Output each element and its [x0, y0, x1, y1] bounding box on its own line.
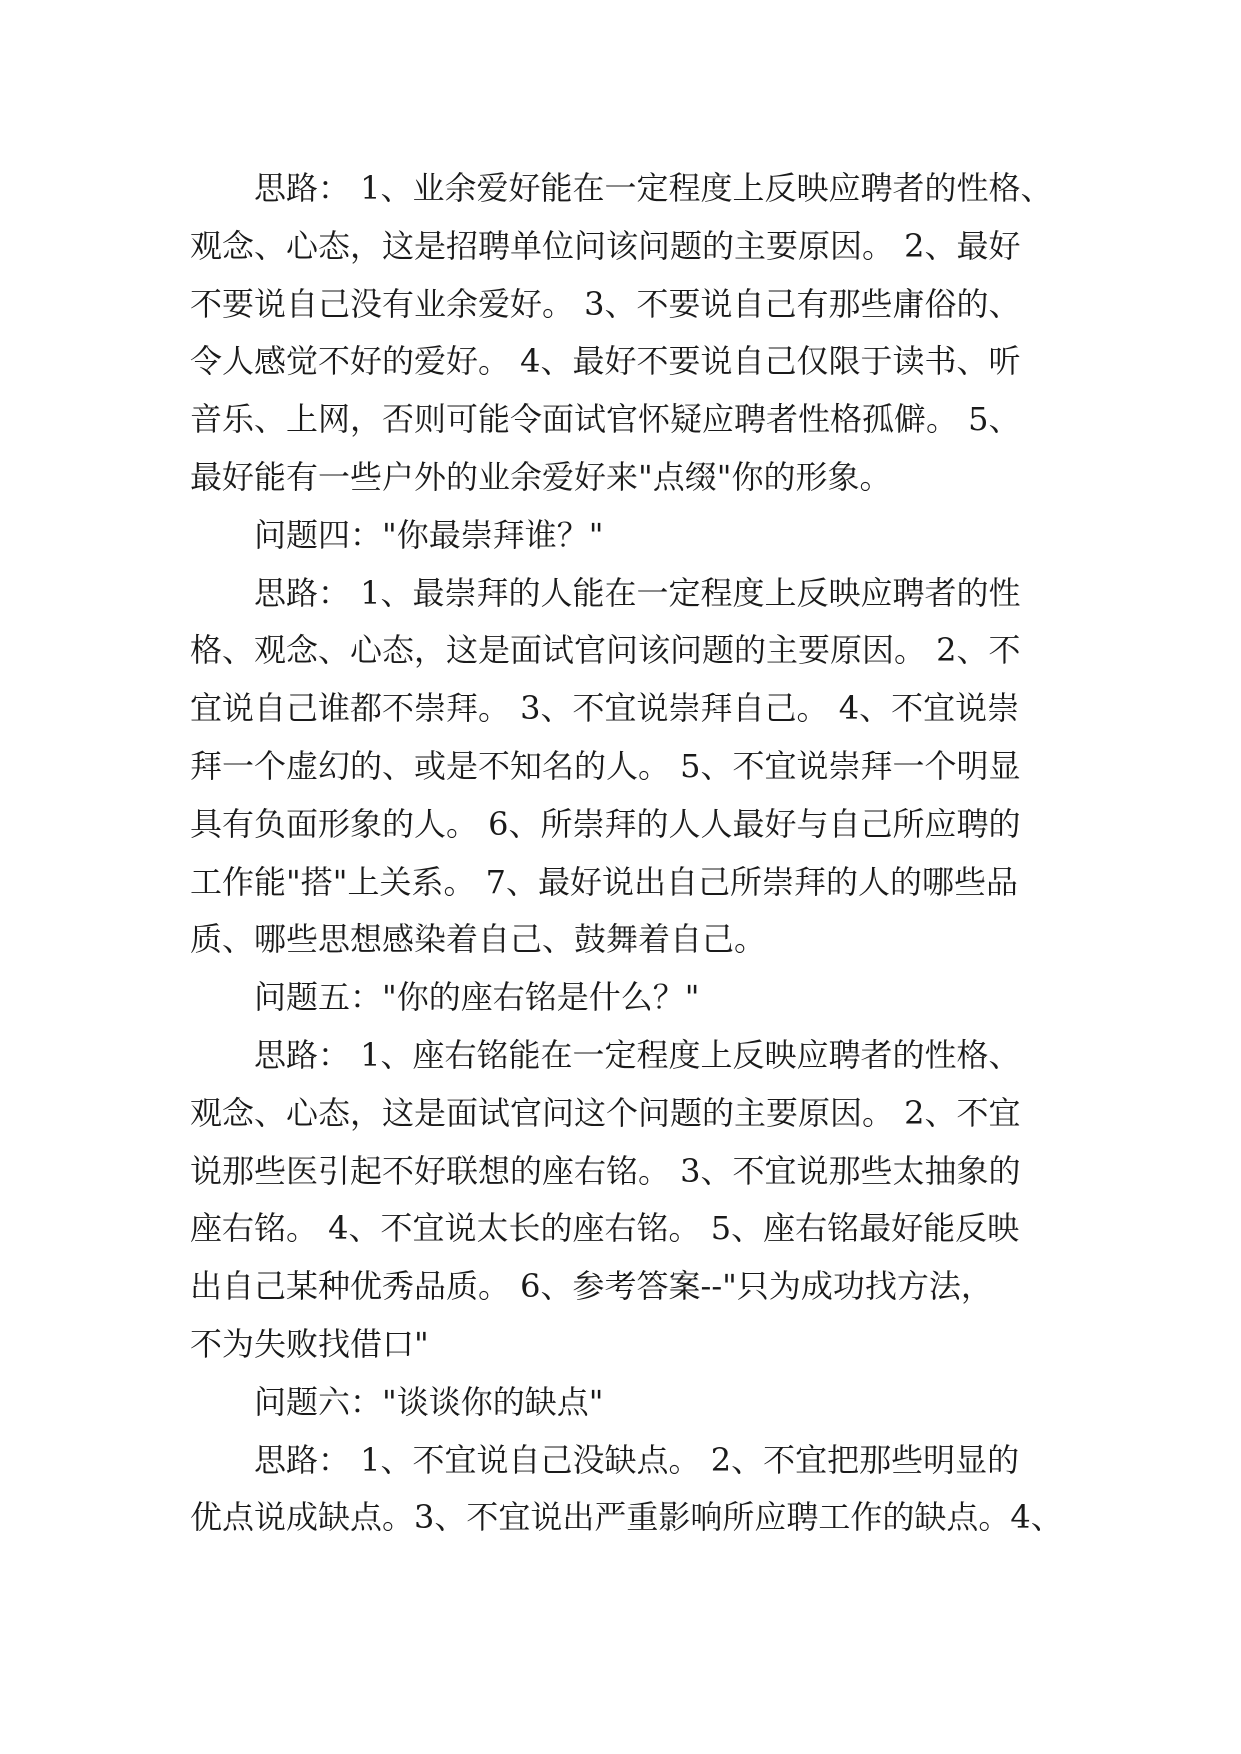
text-line: 思路： 1、座右铭能在一定程度上反映应聘者的性格、 [254, 1035, 1021, 1074]
text-line: 质、哪些思想感染着自己、鼓舞着自己。 [190, 920, 767, 959]
text-line: 思路： 1、业余爱好能在一定程度上反映应聘者的性格、 [254, 169, 1053, 207]
text-line: 优点说成缺点。3、不宜说出严重影响所应聘工作的缺点。4、 [190, 1498, 1063, 1537]
text-line: 出自己某种优秀品质。 6、参考答案--"只为成功找方法， [190, 1267, 993, 1306]
text-line: 具有负面形象的人。 6、所崇拜的人人最好与自己所应聘的 [190, 804, 1021, 843]
text-line: 拜一个虚幻的、或是不知名的人。 5、不宜说崇拜一个明显 [190, 746, 1021, 785]
text-line: 不为失败找借口" [190, 1324, 429, 1363]
text-line: 宜说自己谁都不崇拜。 3、不宜说崇拜自己。 4、不宜说崇 [190, 689, 1020, 728]
text-line: 令人感觉不好的爱好。 4、最好不要说自己仅限于读书、听 [190, 342, 1021, 381]
question-heading: 问题五："你的座右铭是什么？" [254, 978, 700, 1017]
text-line: 工作能"搭"上关系。 7、最好说出自己所崇拜的人的哪些品 [190, 862, 1018, 901]
text-line: 座右铭。 4、不宜说太长的座右铭。 5、座右铭最好能反映 [190, 1209, 1020, 1248]
document-body [190, 160, 1090, 1547]
text-line: 格、观念、心态，这是面试官问该问题的主要原因。 2、不 [190, 631, 1021, 670]
question-heading: 问题六："谈谈你的缺点" [254, 1382, 604, 1421]
text-line: 思路： 1、不宜说自己没缺点。 2、不宜把那些明显的 [254, 1440, 1020, 1479]
text-line: 观念、心态，这是招聘单位问该问题的主要原因。 2、最好 [190, 226, 1021, 265]
text-line: 观念、心态，这是面试官问这个问题的主要原因。 2、不宜 [190, 1093, 1021, 1132]
text-line: 说那些医引起不好联想的座右铭。 3、不宜说那些太抽象的 [190, 1151, 1021, 1190]
question-heading: 问题四："你最崇拜谁？" [254, 515, 604, 554]
text-line: 思路： 1、最崇拜的人能在一定程度上反映应聘者的性 [254, 573, 1021, 612]
text-line: 最好能有一些户外的业余爱好来"点缀"你的形象。 [190, 457, 892, 496]
text-line: 不要说自己没有业余爱好。 3、不要说自己有那些庸俗的、 [190, 284, 1021, 323]
text-line: 音乐、上网，否则可能令面试官怀疑应聘者性格孤僻。 5、 [190, 400, 1021, 439]
